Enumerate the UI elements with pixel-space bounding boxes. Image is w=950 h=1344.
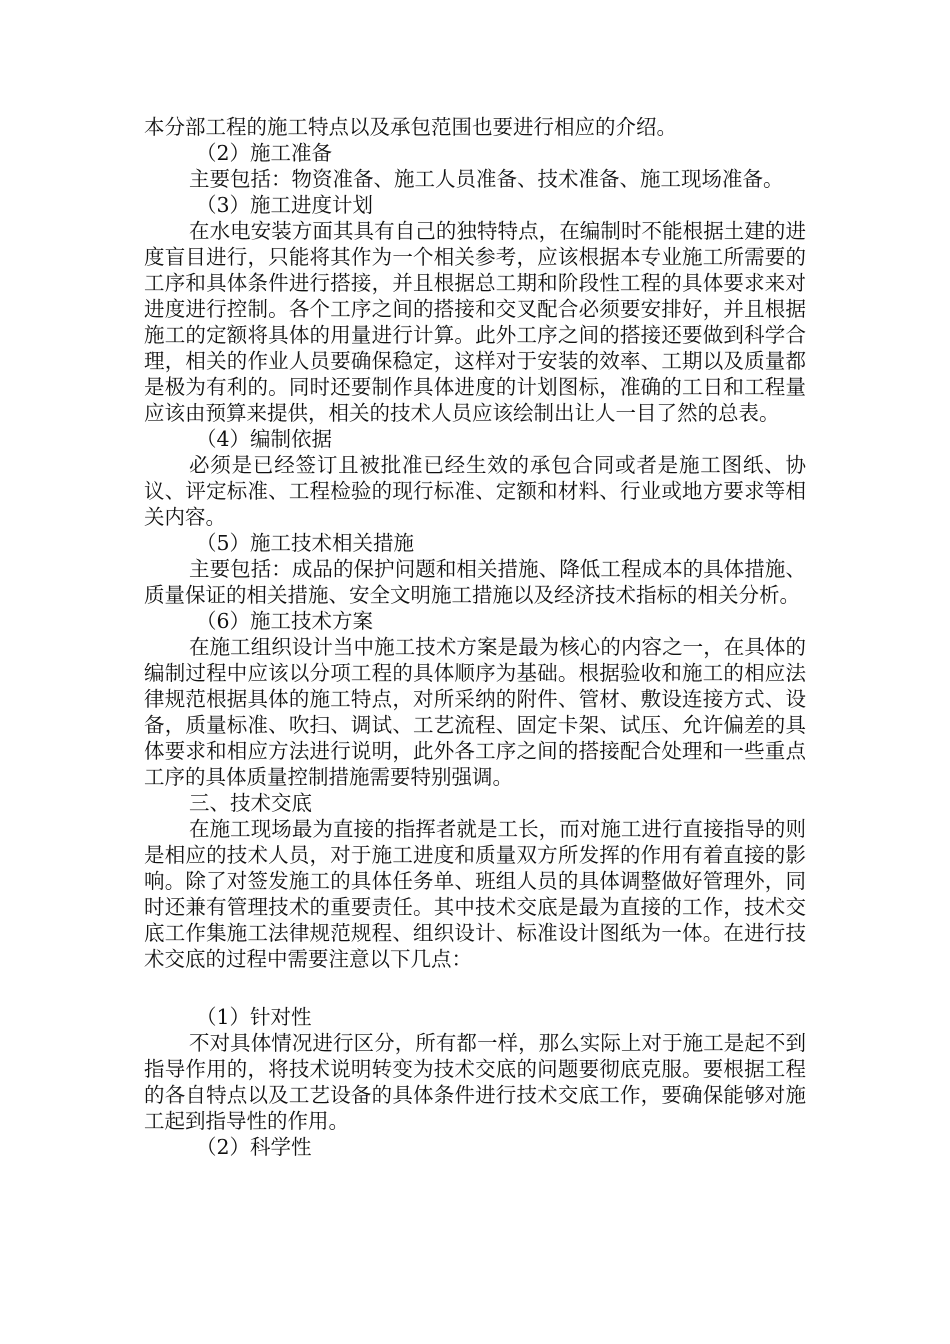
paragraph: 在施工组织设计当中施工技术方案是最为核心的内容之一，在具体的编制过程中应该以分项工程的具体顺序为基础。根据验收和施工的相应法律规范根据具体的施工特点，对所采纳的附件、管材、敷设连接方式、设备，质量标准、吹扫、调试、工艺流程、固定卡架、试压、允许偏差的具体要求和相应方法进行说明，此外各工序之间的搭接配合处理和一些重点工序的具体质量控制措施需要特别强调。 <box>144 635 806 789</box>
subheading: （1）针对性 <box>196 1005 312 1029</box>
paragraph: 必须是已经签订且被批准已经生效的承包合同或者是施工图纸、协议、评定标准、工程检验的现行标准、定额和材料、行业或地方要求等相关内容。 <box>144 453 806 529</box>
section-heading: 三、技术交底 <box>189 791 312 815</box>
paragraph: 在水电安装方面其具有自己的独特特点，在编制时不能根据土建的进度盲目进行，只能将其作为一个相关参考，应该根据本专业施工所需要的工序和具体条件进行搭接，并且根据总工期和阶段性工程的具体要求来对进度进行控制。各个工序之间的搭接和交叉配合必须要安排好，并且根据施工的定额将具体的用量进行计算。此外工序之间的搭接还要做到科学合理，相关的作业人员要确保稳定，这样对于安装的效率、工期以及质量都是极为有利的。同时还要制作具体进度的计划图标，准确的工日和工程量应该由预算来提供，相关的技术人员应该绘制出让人一目了然的总表。 <box>144 219 806 425</box>
blank-line <box>144 972 806 1004</box>
document-body <box>144 114 806 1160</box>
paragraph: 在施工现场最为直接的指挥者就是工长，而对施工进行直接指导的则是相应的技术人员，对于施工进度和质量双方所发挥的作用有着直接的影响。除了对签发施工的具体任务单、班组人员的具体调整做好管理外，同时还兼有管理技术的重要责任。其中技术交底是最为直接的工作，技术交底工作集施工法律规范规程、组织设计、标准设计图纸为一体。在进行技术交底的过程中需要注意以下几点： <box>144 817 806 971</box>
subheading: （2）施工准备 <box>196 141 333 165</box>
subheading: （2）科学性 <box>196 1135 312 1159</box>
subheading: （3）施工进度计划 <box>196 193 374 217</box>
subheading: （5）施工技术相关措施 <box>196 531 415 555</box>
paragraph: 本分部工程的施工特点以及承包范围也要进行相应的介绍。 <box>144 115 677 139</box>
paragraph: 主要包括：成品的保护问题和相关措施、降低工程成本的具体措施、质量保证的相关措施、安全文明施工措施以及经济技术指标的相关分析。 <box>144 557 806 607</box>
subheading: （4）编制依据 <box>196 427 333 451</box>
paragraph: 不对具体情况进行区分，所有都一样，那么实际上对于施工是起不到指导作用的，将技术说明转变为技术交底的问题要彻底克服。要根据工程的各自特点以及工艺设备的具体条件进行技术交底工作，要确保能够对施工起到指导性的作用。 <box>144 1031 806 1133</box>
subheading: （6）施工技术方案 <box>196 609 374 633</box>
paragraph: 主要包括：物资准备、施工人员准备、技术准备、施工现场准备。 <box>189 167 784 191</box>
